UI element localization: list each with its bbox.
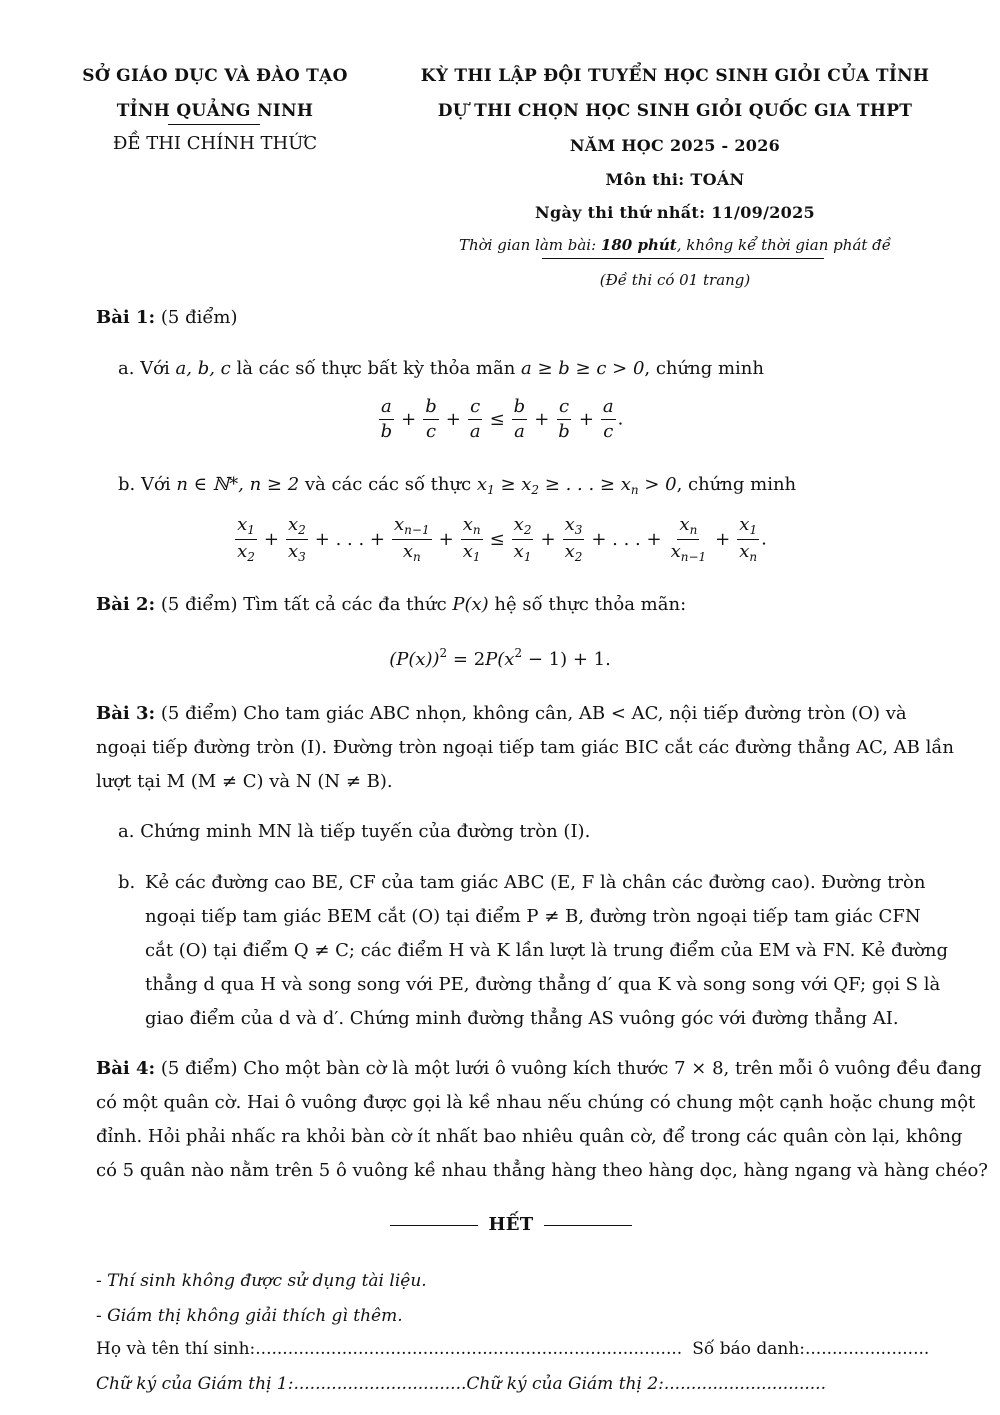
problem-3-title: Bài 3: [96, 703, 156, 724]
problem-3a-label: a. [118, 821, 135, 842]
problem-1-points: (5 điểm) [155, 307, 238, 328]
time-prefix: Thời gian làm bài: [458, 236, 601, 254]
problem-1a-text2: là các số thực bất kỳ thỏa mãn [230, 358, 522, 379]
header-date: Ngày thi thứ nhất: 11/09/2025 [535, 203, 815, 222]
signature-2-label: Chữ ký của Giám thị 2: [466, 1374, 664, 1394]
header-time [420, 236, 930, 254]
problem-3 [96, 697, 954, 799]
problem-4-line3: đỉnh. Hỏi phải nhấc ra khỏi bàn cờ ít nhất bao nhiêu quân cờ, để trong các quân còn lại, không [96, 1126, 963, 1147]
candidate-id-field[interactable]: ....................... [805, 1339, 930, 1359]
header-time-underline [542, 258, 824, 259]
problem-2-points: (5 điểm) [155, 594, 238, 615]
end-rule-right [544, 1225, 632, 1226]
problem-3b-line5: giao điểm của d và d′. Chứng minh đường thẳng AS vuông góc với đường thẳng AI. [145, 1008, 899, 1029]
problem-2-title: Bài 2: [96, 594, 156, 615]
problem-4-line2: có một quân cờ. Hai ô vuông được gọi là kề nhau nếu chúng có chung một cạnh hoặc chung một [96, 1092, 976, 1113]
candidate-info-line [96, 1339, 930, 1359]
signature-line [96, 1374, 886, 1394]
header-subject: Môn thi: TOÁN [605, 170, 745, 189]
header-pages: (Đề thi có 01 trang) [599, 271, 751, 289]
problem-1a-label: a. [118, 358, 135, 379]
problem-1b-label: b. [118, 474, 136, 495]
header-province-underline [168, 124, 260, 125]
problem-1a-text1: Với [140, 358, 176, 379]
problem-1-title: Bài 1: [96, 307, 156, 328]
problem-4-line1: Cho một bàn cờ là một lưới ô vuông kích thước 7 × 8, trên mỗi ô vuông đều đang [237, 1058, 982, 1079]
header-exam-subtitle: DỰ THI CHỌN HỌC SINH GIỎI QUỐC GIA THPT [437, 101, 913, 121]
signature-2-field[interactable]: .............................. [663, 1374, 826, 1394]
problem-1b-formula: $\frac{x_1}{x_2}$ + $\frac{x_2}{x_3}$ + . . . + $\frac{x_{n-1}}{x_n}$ + $\frac{x_n}{x_1}$ ≤ $\frac{x_2}{x_1}$ + $\frac{x_3}{x_2}$ + . . . + $\frac{x_n}{x_{n-1}}$ + $\frac{x_1}{x_n}$ . [237, 514, 767, 564]
problem-3b-line4: thẳng d qua H và song song với PE, đường thẳng d′ qua K và song song với QF; gọi S là [145, 974, 941, 995]
problem-3b-line3: cắt (O) tại điểm Q ≠ C; các điểm H và K lần lượt là trung điểm của EM và FN. Kẻ đường [145, 940, 949, 961]
problem-3a [118, 815, 590, 849]
problem-2-text1: Tìm tất cả các đa thức [237, 594, 453, 615]
problem-3b-line1: Kẻ các đường cao BE, CF của tam giác ABC (E, F là chân các đường cao). Đường tròn [145, 872, 926, 893]
problem-4-title: Bài 4: [96, 1058, 156, 1079]
problem-2 [96, 588, 686, 622]
problem-4-points: (5 điểm) [155, 1058, 238, 1079]
problem-1b-text1: Với [140, 474, 177, 495]
problem-1b-text2: và các các số thực [299, 474, 477, 495]
note-no-materials: - Thí sinh không được sử dụng tài liệu. [96, 1271, 427, 1291]
problem-2-formula: $(P(x))^2 = 2P(x^2 - 1) + 1$. [389, 646, 611, 670]
problem-3b-line2: ngoại tiếp tam giác BEM cắt (O) tại điểm P ≠ B, đường tròn ngoại tiếp tam giác CFN [145, 906, 921, 927]
header-school-year: NĂM HỌC 2025 - 2026 [569, 136, 781, 155]
problem-1a [118, 352, 764, 386]
problem-3b [145, 866, 949, 1036]
problem-4-line4: có 5 quân nào nằm trên 5 ô vuông kề nhau thẳng hàng theo hàng dọc, hàng ngang và hàng chéo? [96, 1160, 988, 1181]
signature-1-field[interactable]: ................................ [293, 1374, 467, 1394]
problem-1b [118, 468, 796, 507]
candidate-name-field[interactable]: ............................................................................... [255, 1339, 683, 1359]
problem-1b-sequence: $x_1 \ge x_2$ ≥ . . . ≥ $x_n > 0$ [476, 474, 677, 497]
problem-1-heading [96, 301, 238, 335]
header-province: TỈNH QUẢNG NINH [116, 101, 314, 121]
problem-3a-text: Chứng minh MN là tiếp tuyến của đường tròn (I). [140, 821, 591, 842]
problem-3-points: (5 điểm) [155, 703, 238, 724]
problem-1a-vars: a, b, c [175, 358, 231, 379]
header-official: ĐỀ THI CHÍNH THỨC [112, 133, 318, 154]
header-exam-name: KỲ THI LẬP ĐỘI TUYỂN HỌC SINH GIỎI CỦA TỈNH [420, 66, 930, 86]
problem-3b-label: b. [118, 872, 136, 893]
note-no-explanation: - Giám thị không giải thích gì thêm. [96, 1306, 403, 1326]
end-marker: HẾT [488, 1214, 534, 1235]
time-value: 180 phút [600, 236, 677, 254]
candidate-id-label: Số báo danh: [692, 1339, 805, 1359]
problem-1a-text3: , chứng minh [644, 358, 764, 379]
signature-1-label: Chữ ký của Giám thị 1: [96, 1374, 294, 1394]
problem-2-polynomial: P(x) [452, 594, 489, 615]
problem-3-line3: lượt tại M (M ≠ C) và N (N ≠ B). [96, 771, 393, 792]
problem-1a-formula: $\frac{a}{b}$ + $\frac{b}{c}$ + $\frac{c}{a}$ ≤ $\frac{b}{a}$ + $\frac{c}{b}$ + $\frac{a}{c}$ . [380, 396, 624, 442]
problem-2-text2: hệ số thực thỏa mãn: [488, 594, 687, 615]
problem-1a-condition: a ≥ b ≥ c > 0 [521, 358, 645, 379]
problem-1b-condition: n ∈ ℕ*, n ≥ 2 [176, 474, 300, 495]
problem-3-line1: Cho tam giác ABC nhọn, không cân, AB < AC, nội tiếp đường tròn (O) và [237, 703, 907, 724]
candidate-name-label: Họ và tên thí sinh: [96, 1339, 256, 1359]
end-rule-left [390, 1225, 478, 1226]
header-department: SỞ GIÁO DỤC VÀ ĐÀO TẠO [82, 66, 348, 86]
problem-1b-text3: , chứng minh [676, 474, 797, 495]
time-suffix: , không kể thời gian phát đề [676, 236, 892, 254]
problem-4 [96, 1052, 988, 1188]
problem-3-line2: ngoại tiếp đường tròn (I). Đường tròn ngoại tiếp tam giác BIC cắt các đường thẳng AC, AB lần [96, 737, 954, 758]
